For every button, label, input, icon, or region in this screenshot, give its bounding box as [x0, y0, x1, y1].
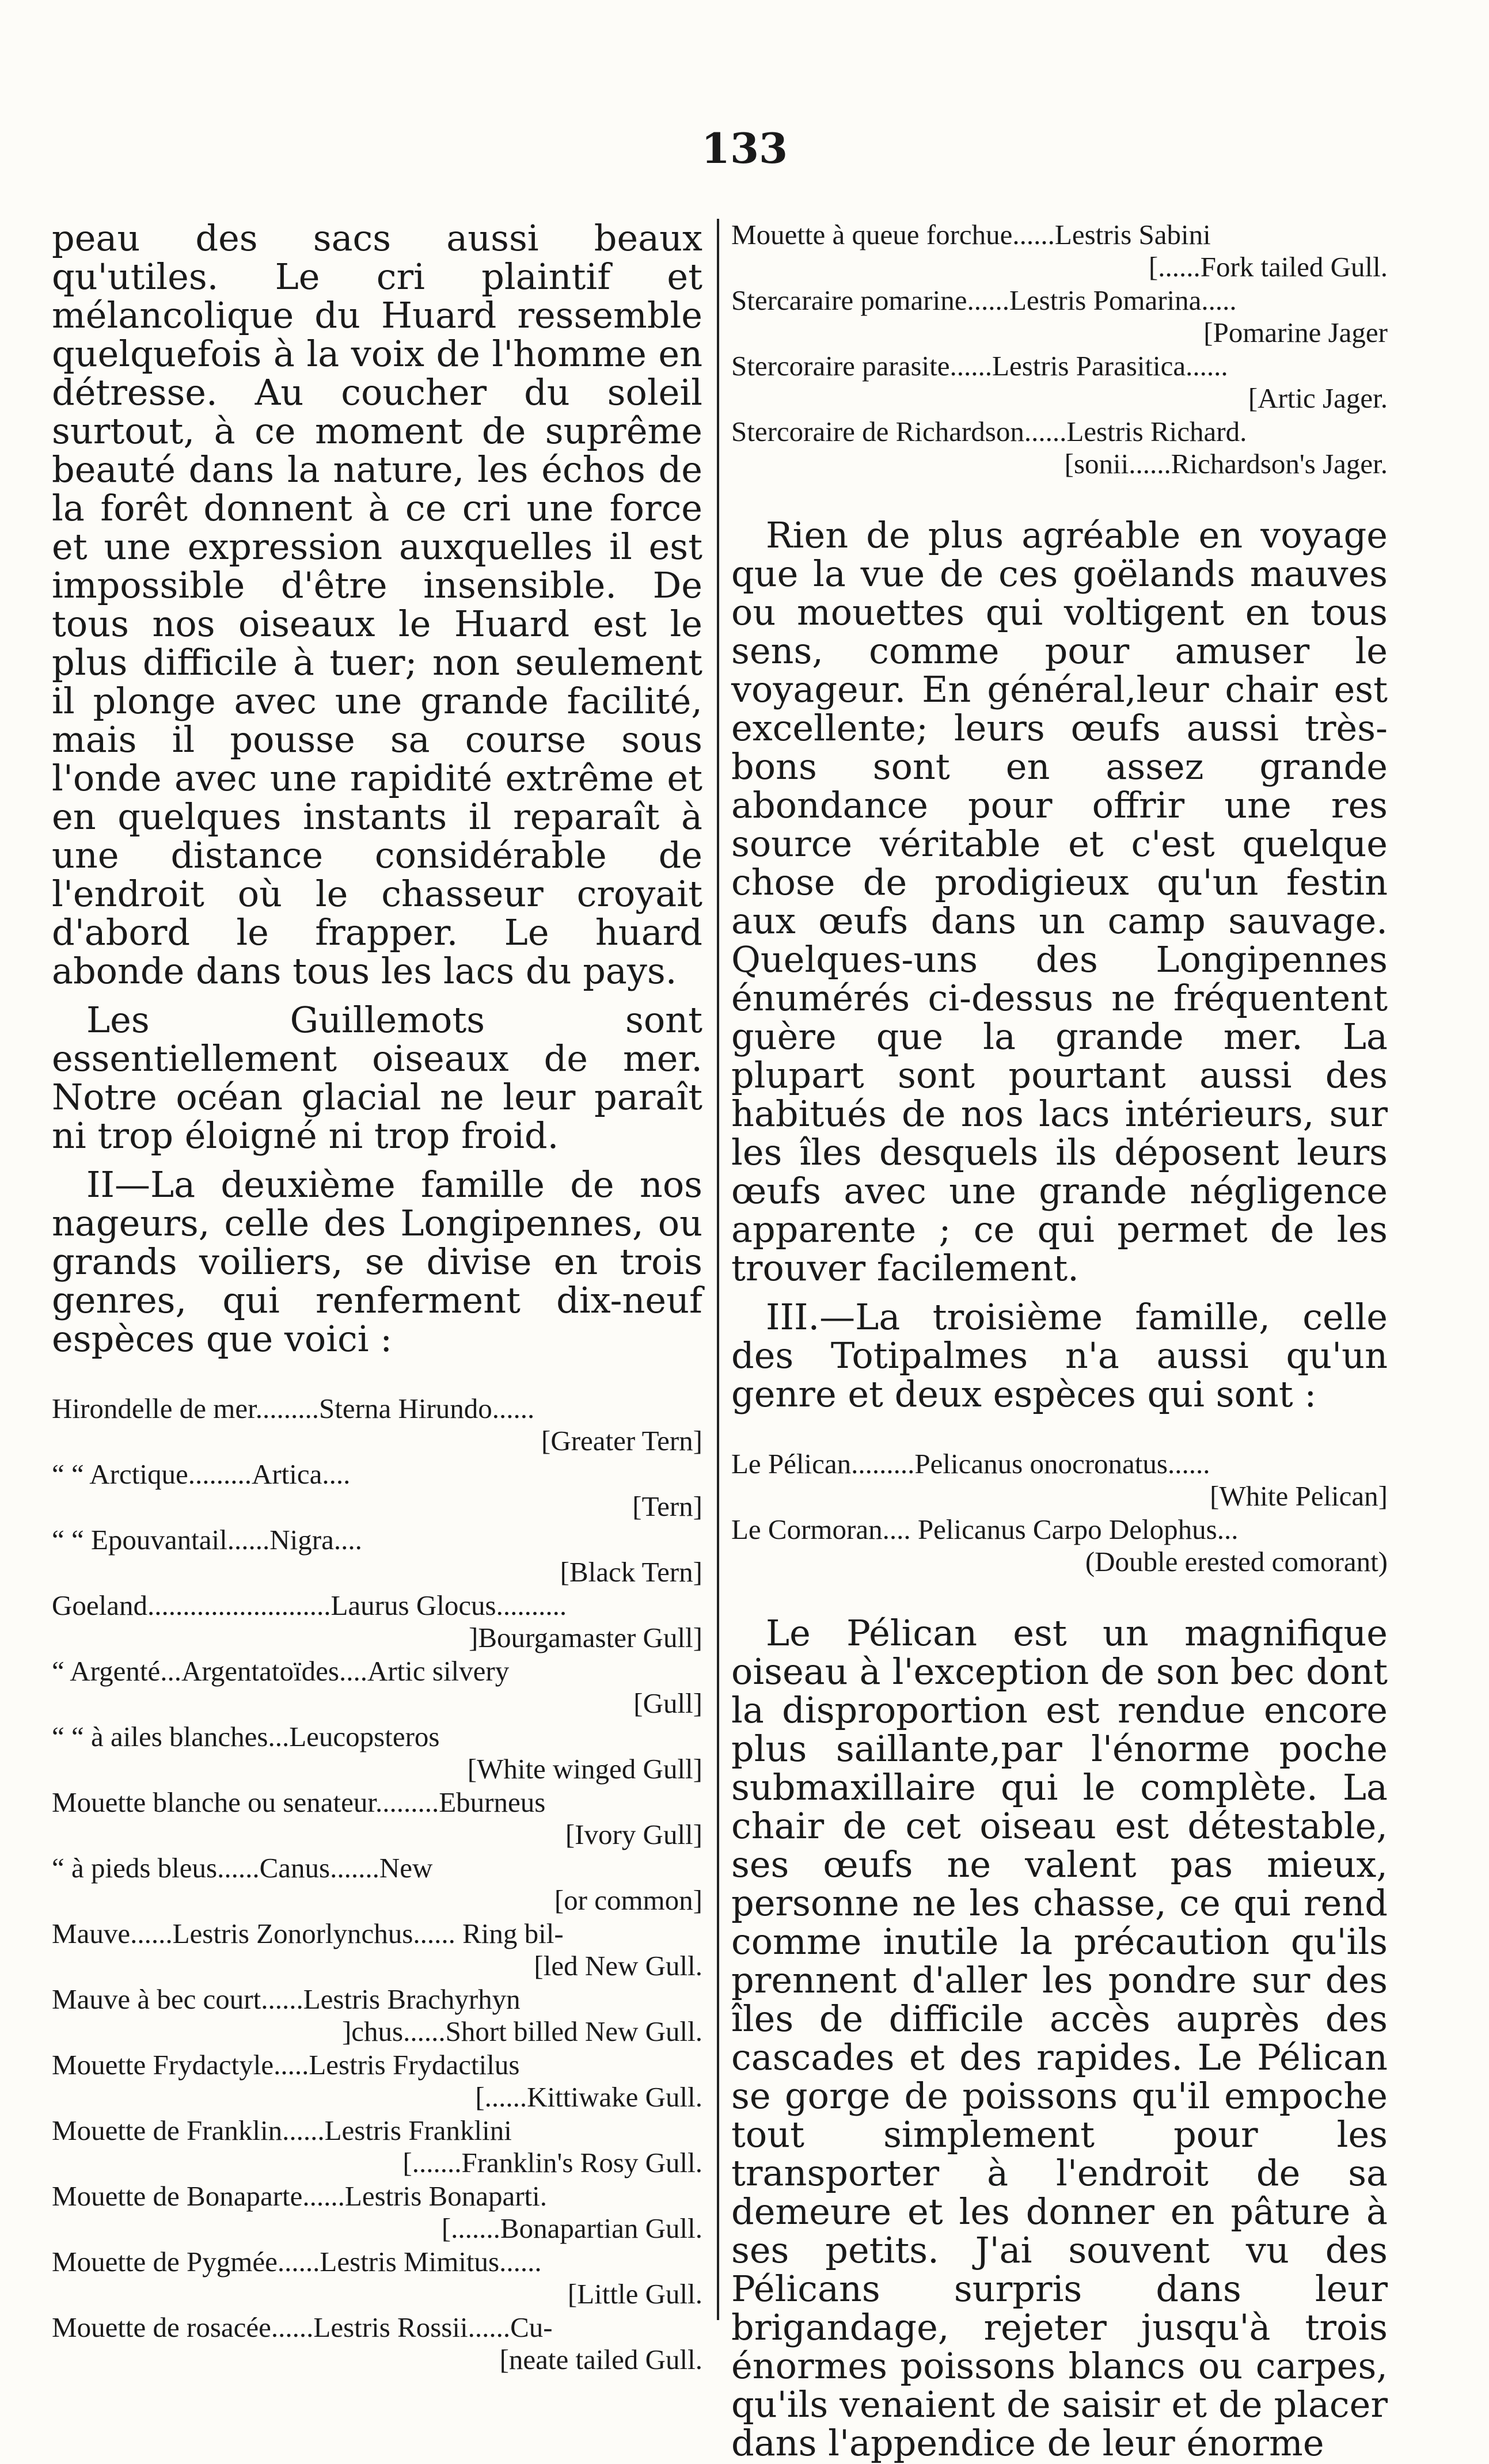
list-item: “ “ Epouvantail......Nigra.... [Black Tern] — [52, 1524, 702, 1588]
paragraph: Le Pélican est un magnifique oiseau à l'exception de son bec dont la disproportion est rendue encore plus saillante,par l'énorme poche submaxillaire qui le complète. La chair de cet oiseau est détestable, ses œufs ne valent pas mieux, personne ne les chasse, ce qui rend comme inutile la précaution qu'ils prennent d'aller les pondre sur des îles de difficile accès auprès des cascades et des rapides. Le Pélican se gorge de poissons qu'il empoche tout simplement pour les transporter à l'endroit de sa demeure et les donner en pâture à ses petits. J'ai souvent vu des Pélicans surpris dans leur brigandage, rejeter jusqu'à trois énormes poissons blancs ou carpes, qu'ils venaient de saisir et de placer dans l'appendice de leur énorme — [731, 1612, 1388, 2464]
right-column — [731, 219, 1388, 2462]
column-divider — [717, 219, 719, 2320]
list-item: Stercoraire parasite......Lestris Parasitica...... [Artic Jager. — [731, 350, 1388, 414]
paragraph: III.—La troisième famille, celle des Totipalmes n'a aussi qu'un genre et deux espèces qui sont : — [731, 1296, 1388, 1415]
species-list — [731, 219, 1388, 480]
list-item: Mouette de Bonaparte......Lestris Bonaparti. [.......Bonapartian Gull. — [52, 2180, 702, 2244]
list-item: “ Argenté...Argentatoïdes....Artic silvery [Gull] — [52, 1655, 702, 1719]
list-item: Goeland..........................Laurus Glocus.......... ]Bourgamaster Gull] — [52, 1590, 702, 1653]
list-item: “ “ à ailes blanches...Leucopsteros [White winged Gull] — [52, 1721, 702, 1785]
list-item: Le Cormoran.... Pelicanus Carpo Delophus... (Double erested comorant) — [731, 1514, 1388, 1577]
paragraph: Les Guillemots sont essentiellement oiseaux de mer. Notre océan glacial ne leur paraît ni trop éloigné ni trop froid. — [52, 999, 702, 1157]
list-item: Stercoraire de Richardson......Lestris Richard. [sonii......Richardson's Jager. — [731, 416, 1388, 480]
paragraph: II—La deuxième famille de nos nageurs, celle des Longipennes, ou grands voiliers, se divise en trois genres, qui renferment dix-neuf espèces que voici : — [52, 1163, 702, 1360]
paragraph: peau des sacs aussi beaux qu'utiles. Le cri plaintif et mélancolique du Huard ressemble quelquefois à la voix de l'homme en détresse. Au coucher du soleil surtout, à ce moment de suprême beauté dans la nature, les échos de la forêt donnent à ce cri une force et une expression auxquelles il est impossible d'être insensible. De tous nos oiseaux le Huard est le plus difficile à tuer; non seulement il plonge avec une grande facilité, mais il pousse sa course sous l'onde avec une rapidité extrême et en quelques instants il reparaît à une distance considérable de l'endroit où le chasseur croyait d'abord le frapper. Le huard abonde dans tous les lacs du pays. — [52, 217, 702, 992]
list-item: Mouette de rosacée......Lestris Rossii......Cu- [neate tailed Gull. — [52, 2311, 702, 2375]
list-item: Le Pélican.........Pelicanus onocronatus...... [White Pelican] — [731, 1448, 1388, 1512]
list-item: “ à pieds bleus......Canus.......New [or common] — [52, 1852, 702, 1916]
list-item: “ “ Arctique.........Artica.... [Tern] — [52, 1458, 702, 1522]
list-item: Mouette Frydactyle.....Lestris Frydactilus [......Kittiwake Gull. — [52, 2049, 702, 2113]
species-list — [731, 1448, 1388, 1578]
list-item: Mouette à queue forchue......Lestris Sabini [......Fork tailed Gull. — [731, 219, 1388, 283]
list-item: Mauve à bec court......Lestris Brachyrhyn ]chus......Short billed New Gull. — [52, 1983, 702, 2047]
paragraph: Rien de plus agréable en voyage que la vue de ces goëlands mauves ou mouettes qui voltigent en tous sens, comme pour amuser le voyageur. En général,leur chair est excellente; leurs œufs aussi très-bons sont en assez grande abondance pour offrir une res source véritable et c'est quelque chose de prodigieux qu'un festin aux œufs dans un camp sauvage. Quelques-uns des Longipennes énumérés ci-dessus ne fréquentent guère que la grande mer. La plupart sont pourtant aussi des habitués de nos lacs intérieurs, sur les îles desquels ils déposent leurs œufs avec une grande négligence apparente ; ce qui permet de les trouver facilement. — [731, 514, 1388, 1289]
list-item: Stercaraire pomarine......Lestris Pomarina..... [Pomarine Jager — [731, 284, 1388, 348]
list-item: Mouette de Franklin......Lestris Franklini [.......Franklin's Rosy Gull. — [52, 2115, 702, 2178]
page-number: 133 — [701, 124, 788, 173]
left-column — [52, 219, 702, 2377]
list-item: Mouette blanche ou senateur.........Eburneus [Ivory Gull] — [52, 1786, 702, 1850]
species-list — [52, 1393, 702, 2376]
list-item: Mauve......Lestris Zonorlynchus...... Ring bil- [led New Gull. — [52, 1918, 702, 1982]
list-item: Mouette de Pygmée......Lestris Mimitus...... [Little Gull. — [52, 2246, 702, 2310]
list-item: Hirondelle de mer.........Sterna Hirundo...... [Greater Tern] — [52, 1393, 702, 1457]
